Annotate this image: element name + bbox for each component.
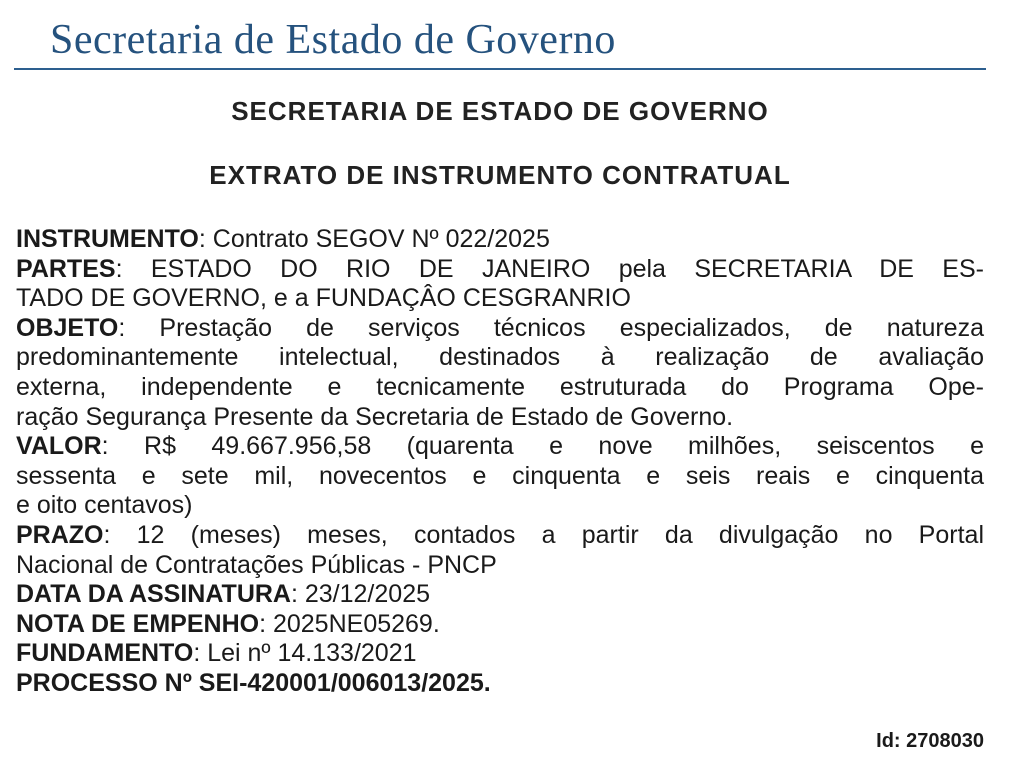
label-instrumento: INSTRUMENTO <box>16 225 199 253</box>
label-fundamento: FUNDAMENTO <box>16 639 194 668</box>
field-instrumento <box>16 225 984 255</box>
document-heading: EXTRATO DE INSTRUMENTO CONTRATUAL <box>209 160 791 190</box>
value-objeto-4: ração Segurança Presente da Secretaria de Estado de Governo. <box>16 402 734 431</box>
field-nota-empenho <box>16 610 984 640</box>
value-instrumento: : Contrato SEGOV Nº 022/2025 <box>198 225 550 253</box>
value-valor-2: sessenta e sete mil, novecentos e cinquenta e seis reais e cinquenta <box>16 461 984 490</box>
value-objeto-3: externa, independente e tecnicamente estruturada do Programa Ope- <box>16 372 984 401</box>
page-header <box>14 6 986 70</box>
field-valor-line-1 <box>16 432 984 462</box>
org-heading: SECRETARIA DE ESTADO DE GOVERNO <box>231 96 769 126</box>
field-objeto-line-1 <box>16 314 984 344</box>
value-nota-empenho: : 2025NE05269. <box>259 609 440 638</box>
value-objeto-2: predominantemente intelectual, destinados à realização de avaliação <box>16 343 984 372</box>
field-partes-line-1 <box>16 255 984 285</box>
label-partes: PARTES <box>16 254 116 283</box>
value-valor-3: e oito centavos) <box>16 491 193 520</box>
contract-extract-body <box>16 225 984 699</box>
value-fundamento: : Lei nº 14.133/2021 <box>193 639 417 668</box>
field-prazo-line-1 <box>16 521 984 551</box>
label-data-assinatura: DATA DA ASSINATURA <box>16 580 291 609</box>
field-fundamento <box>16 639 984 669</box>
label-objeto: OBJETO <box>16 313 119 342</box>
field-processo: PROCESSO Nº SEI-420001/006013/2025. <box>16 668 491 697</box>
header-title: Secretaria de Estado de Governo <box>50 17 616 63</box>
value-partes-2: TADO DE GOVERNO, e a FUNDAÇÂO CESGRANRIO <box>16 284 631 313</box>
label-prazo: PRAZO <box>16 520 104 549</box>
value-partes-1: : ESTADO DO RIO DE JANEIRO pela SECRETARIA DE ES- <box>115 254 984 283</box>
value-valor-1: : R$ 49.667.956,58 (quarenta e nove milhões, seiscentos e <box>101 432 984 461</box>
label-nota-empenho: NOTA DE EMPENHO <box>16 609 260 638</box>
value-data-assinatura: : 23/12/2025 <box>290 580 430 609</box>
document-id: Id: 2708030 <box>876 730 984 752</box>
value-objeto-1: : Prestação de serviços técnicos especializados, de natureza <box>118 313 984 342</box>
label-valor: VALOR <box>16 432 102 461</box>
field-data-assinatura <box>16 580 984 610</box>
value-prazo-1: : 12 (meses) meses, contados a partir da divulgação no Portal <box>103 520 984 549</box>
value-prazo-2: Nacional de Contratações Públicas - PNCP <box>16 550 497 579</box>
